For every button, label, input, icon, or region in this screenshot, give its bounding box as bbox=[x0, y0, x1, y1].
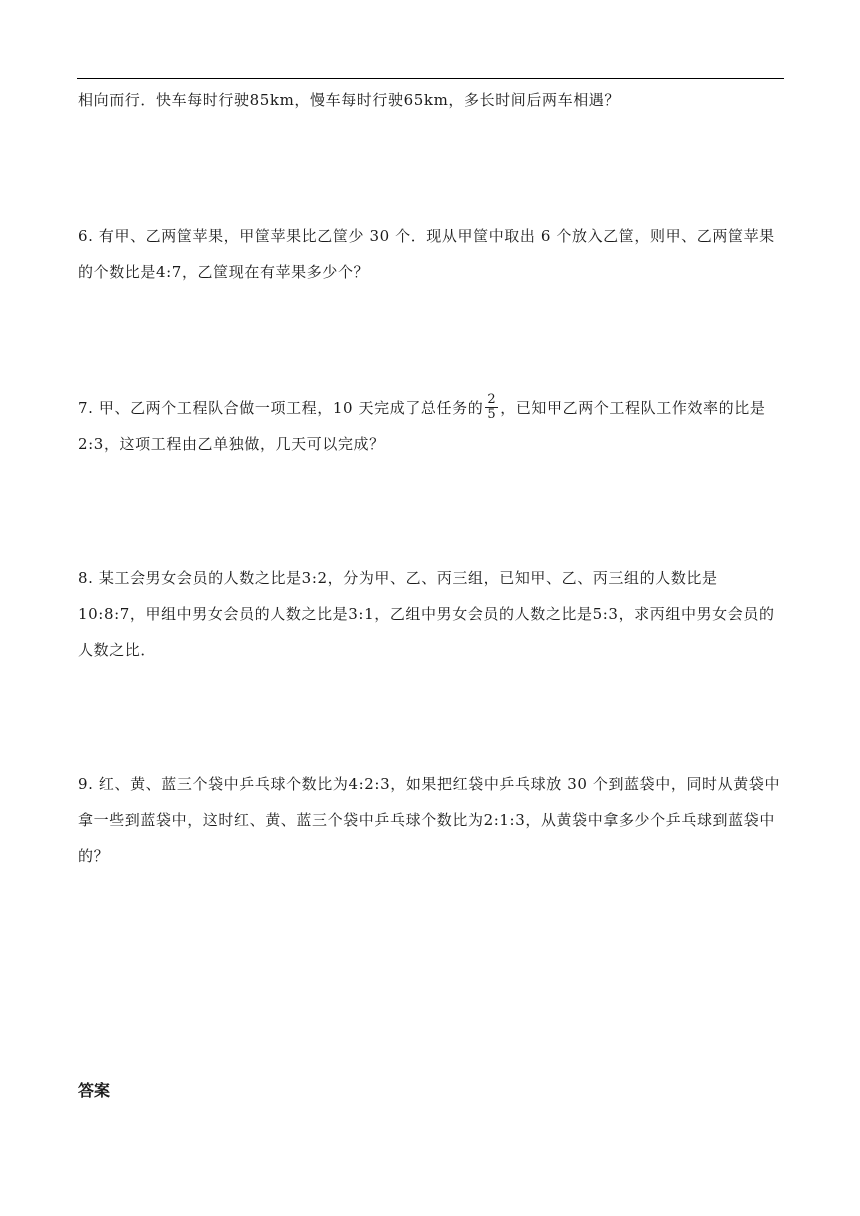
question-7 bbox=[78, 390, 784, 462]
answer-heading: 答案 bbox=[78, 1081, 111, 1100]
question-9: 9. 红、黄、蓝三个袋中乒乓球个数比为4:2:3，如果把红袋中乒乓球放 30 个到蓝袋中，同时从黄袋中拿一些到蓝袋中，这时红、黄、蓝三个袋中乒乓球个数比为2:1:3，从黄袋中拿多少个乒乓球到蓝袋中的？ bbox=[78, 775, 781, 865]
question-6: 6. 有甲、乙两筐苹果，甲筐苹果比乙筐少 30 个．现从甲筐中取出 6 个放入乙筐，则甲、乙两筐苹果的个数比是4:7，乙筐现在有苹果多少个？ bbox=[78, 227, 775, 281]
fraction-denominator: 5 bbox=[487, 406, 497, 422]
question-7-text-after: ，已知甲乙两个工程队工作效率的比是2:3，这项工程由乙单独做，几天可以完成？ bbox=[78, 399, 766, 453]
question-8: 8. 某工会男女会员的人数之比是3:2，分为甲、乙、丙三组，已知甲、乙、丙三组的人数比是10:8:7，甲组中男女会员的人数之比是3:1，乙组中男女会员的人数之比是5:3，求丙组中男女会员的人数之比． bbox=[78, 569, 775, 659]
fraction-numerator: 2 bbox=[487, 391, 497, 407]
header-rule bbox=[77, 78, 784, 79]
fraction-two-fifths bbox=[485, 393, 498, 422]
question-5-continuation: 相向而行．快车每时行驶85km，慢车每时行驶65km，多长时间后两车相遇？ bbox=[78, 91, 621, 109]
question-7-text-before: 7. 甲、乙两个工程队合做一项工程，10 天完成了总任务的 bbox=[78, 399, 484, 417]
